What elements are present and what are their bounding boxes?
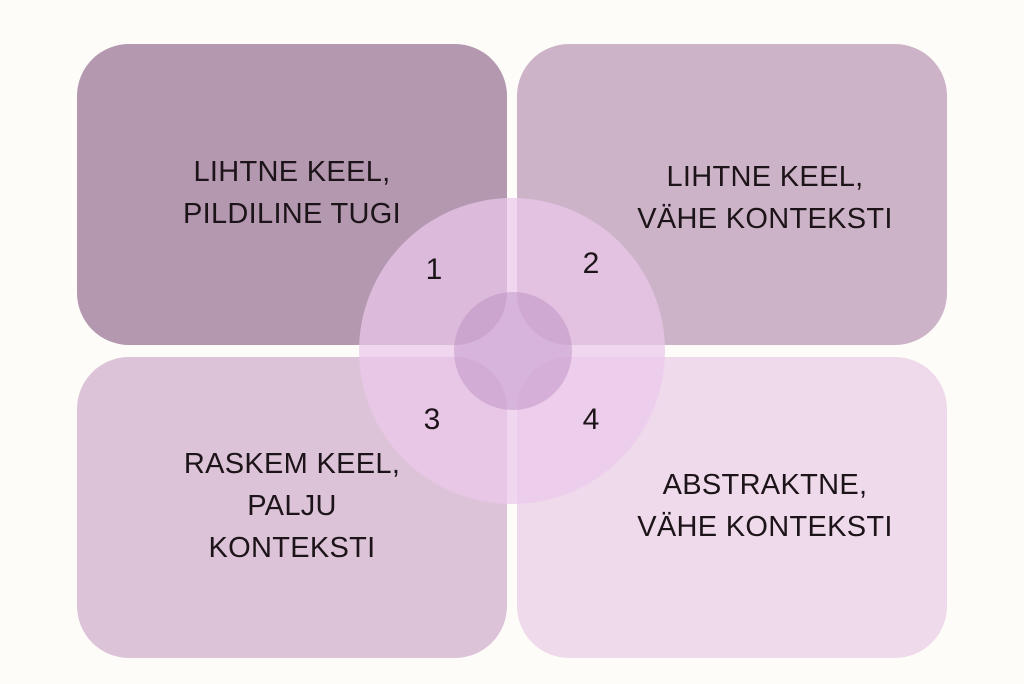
quadrant-2-label-line: VÄHE KONTEKSTI bbox=[637, 203, 893, 235]
quadrant-4-label-line: ABSTRAKTNE, bbox=[662, 469, 868, 501]
quadrant-3-label-line: RASKEM KEEL, bbox=[183, 448, 401, 480]
quadrant-4-label bbox=[620, 464, 910, 548]
quadrant-4-label-line: VÄHE KONTEKSTI bbox=[637, 511, 893, 543]
quadrant-1-number: 1 bbox=[425, 253, 443, 286]
quadrant-2-number: 2 bbox=[582, 247, 600, 280]
center-inner-circle bbox=[454, 292, 572, 410]
quadrant-3-label-line: KONTEKSTI bbox=[208, 532, 376, 564]
quadrant-2-label bbox=[620, 156, 910, 240]
quadrant-1-label-line: PILDILINE TUGI bbox=[182, 198, 401, 230]
quadrant-2-label-line: LIHTNE KEEL, bbox=[666, 161, 864, 193]
quadrant-3-label-line: PALJU bbox=[247, 490, 337, 522]
quadrant-1-label-line: LIHTNE KEEL, bbox=[193, 156, 391, 188]
quadrant-4-number: 4 bbox=[582, 403, 600, 436]
quadrant-3-label bbox=[152, 443, 432, 569]
quadrant-3-number: 3 bbox=[423, 403, 441, 436]
quadrant-1-label bbox=[152, 151, 432, 235]
